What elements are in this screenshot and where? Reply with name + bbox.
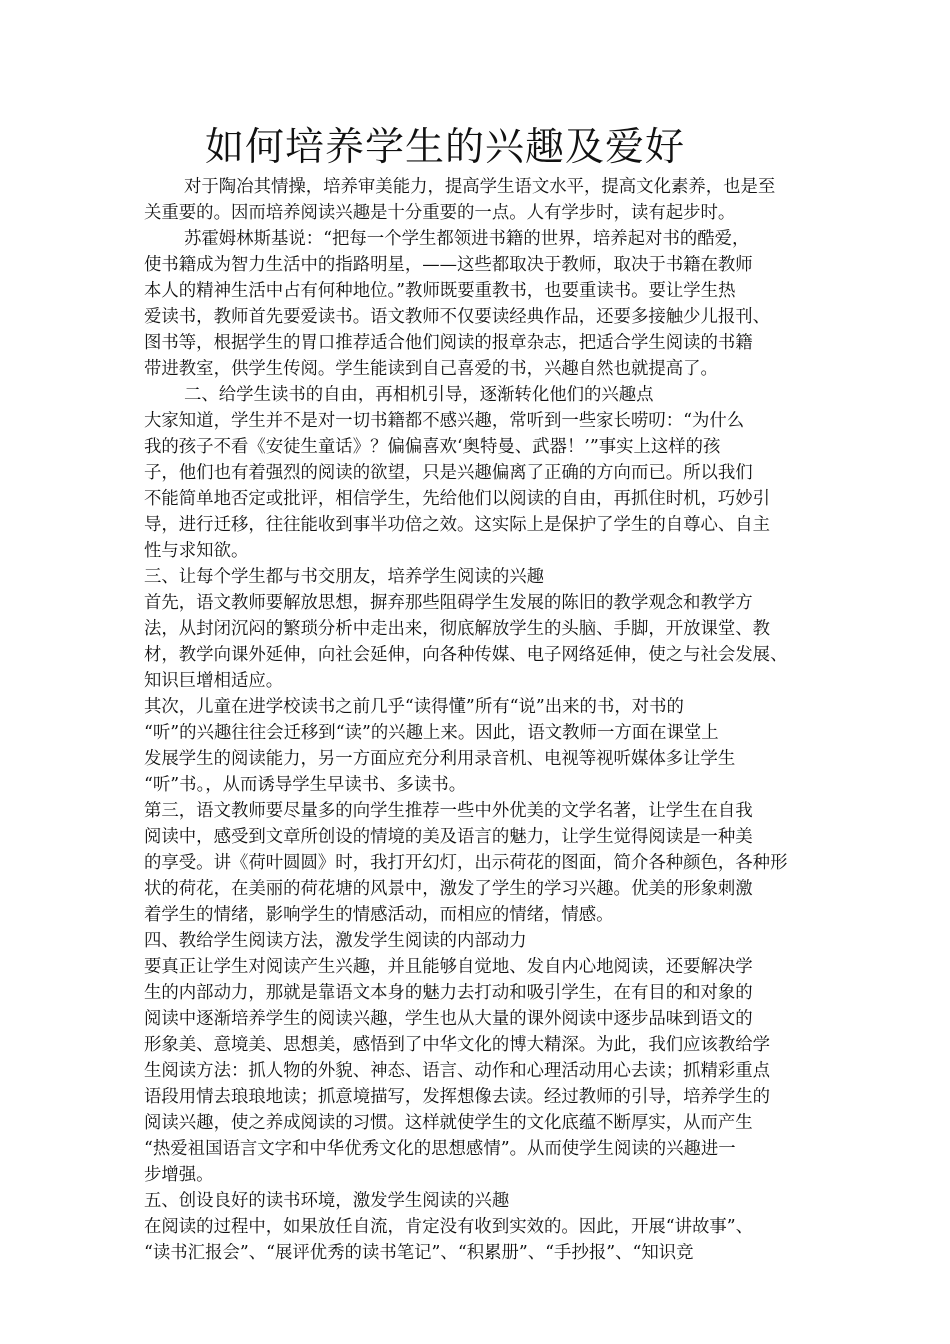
text-line: 子，他们也有着强烈的阅读的欲望，只是兴趣偏离了正确的方向而已。所以我们	[144, 463, 753, 483]
text-line: 使书籍成为智力生活中的指路明星，——这些都取决于教师，取决于书籍在教师	[144, 255, 753, 275]
text-line: 发展学生的阅读能力，另一方面应充分利用录音机、电视等视听媒体多让学生	[144, 749, 736, 769]
text-line: 我的孩子不看《安徒生童话》？偏偏喜欢‘奥特曼、武器！’”事实上这样的孩	[144, 437, 721, 457]
text-line: 关重要的。因而培养阅读兴趣是十分重要的一点。人有学步时，读有起步时。	[144, 203, 736, 223]
text-line: 着学生的情绪，影响学生的情感活动，而相应的情绪，情感。	[144, 905, 614, 925]
text-line: 知识巨增相适应。	[144, 671, 284, 691]
text-line: 大家知道，学生并不是对一切书籍都不感兴趣，常听到一些家长唠叨：“为什么	[144, 411, 745, 431]
text-line: 形象美、意境美、思想美，感悟到了中华文化的博大精深。为此，我们应该教给学	[144, 1035, 771, 1055]
text-line: 在阅读的过程中，如果放任自流，肯定没有收到实效的。因此，开展“讲故事”、	[144, 1217, 754, 1237]
text-line: “听”书。，从而诱导学生早读书、多读书。	[144, 775, 467, 795]
text-line: 的享受。讲《荷叶圆圆》时，我打开幻灯，出示荷花的图面，简介各种颜色，各种形	[144, 853, 788, 873]
text-line: 状的荷花，在美丽的荷花塘的风景中，激发了学生的学习兴趣。优美的形象刺激	[144, 879, 753, 899]
text-line: 首先，语文教师要解放思想，摒弃那些阻碍学生发展的陈旧的教学观念和教学方	[144, 593, 753, 613]
text-line: 其次，儿童在进学校读书之前几乎“读得懂”所有“说”出来的书，对书的	[144, 697, 684, 717]
document-title: 如何培养学生的兴趣及爱好	[205, 125, 686, 170]
text-line: 步增强。	[144, 1165, 214, 1185]
text-line: 不能简单地否定或批评，相信学生，先给他们以阅读的自由，再抓住时机，巧妙引	[144, 489, 771, 509]
document-body	[144, 174, 810, 1266]
text-line: 第三，语文教师要尽量多的向学生推荐一些中外优美的文学名著，让学生在自我	[144, 801, 753, 821]
text-line: 阅读中，感受到文章所创设的情境的美及语言的魅力，让学生觉得阅读是一种美	[144, 827, 753, 847]
text-line: 本人的精神生活中占有何种地位。”教师既要重教书，也要重读书。要让学生热	[144, 281, 736, 301]
text-line: 材，教学向课外延伸，向社会延伸，向各种传媒、电子网络延伸，使之与社会发展、	[144, 645, 788, 665]
section-heading: 三、让每个学生都与书交朋友，培养学生阅读的兴趣	[144, 567, 544, 587]
section-heading: 二、给学生读书的自由，再相机引导，逐渐转化他们的兴趣点	[184, 385, 654, 405]
text-line: 法，从封闭沉闷的繁琐分析中走出来，彻底解放学生的头脑、手脚，开放课堂、教	[144, 619, 771, 639]
text-line: 图书等，根据学生的胃口推荐适合他们阅读的报章杂志，把适合学生阅读的书籍	[144, 333, 753, 353]
text-line: 阅读中逐渐培养学生的阅读兴趣，学生也从大量的课外阅读中逐步品味到语文的	[144, 1009, 753, 1029]
text-line: 苏霍姆林斯基说：“把每一个学生都领进书籍的世界，培养起对书的酷爱，	[184, 229, 750, 249]
text-line: “热爱祖国语言文字和中华优秀文化的思想感情”。从而使学生阅读的兴趣进一	[144, 1139, 736, 1159]
text-line: 带进教室，供学生传阅。学生能读到自己喜爱的书，兴趣自然也就提高了。	[144, 359, 718, 379]
text-line: “听”的兴趣往往会迁移到“读”的兴趣上来。因此，语文教师一方面在课堂上	[144, 723, 719, 743]
section-heading: 四、教给学生阅读方法，激发学生阅读的内部动力	[144, 931, 527, 951]
text-line: 对于陶冶其情操，培养审美能力，提高学生语文水平，提高文化素养，也是至	[184, 177, 776, 197]
section-heading: 五、创设良好的读书环境，激发学生阅读的兴趣	[144, 1191, 510, 1211]
text-line: 性与求知欲。	[144, 541, 249, 561]
text-line: 阅读兴趣，使之养成阅读的习惯。这样就使学生的文化底蕴不断厚实，从而产生	[144, 1113, 753, 1133]
text-line: 要真正让学生对阅读产生兴趣，并且能够自觉地、发自内心地阅读，还要解决学	[144, 957, 753, 977]
text-line: 爱读书，教师首先要爱读书。语文教师不仅要读经典作品，还要多接触少儿报刊、	[144, 307, 771, 327]
text-line: 生阅读方法：抓人物的外貌、神态、语言、动作和心理活动用心去读；抓精彩重点	[144, 1061, 771, 1081]
text-line: 生的内部动力，那就是靠语文本身的魅力去打动和吸引学生，在有目的和对象的	[144, 983, 753, 1003]
text-line: 语段用情去琅琅地读；抓意境描写，发挥想像去读。经过教师的引导，培养学生的	[144, 1087, 771, 1107]
text-line: 导，进行迁移，往往能收到事半功倍之效。这实际上是保护了学生的自尊心、自主	[144, 515, 771, 535]
text-line: “读书汇报会”、“展评优秀的读书笔记”、“积累册”、“手抄报”、“知识竞	[144, 1243, 694, 1263]
